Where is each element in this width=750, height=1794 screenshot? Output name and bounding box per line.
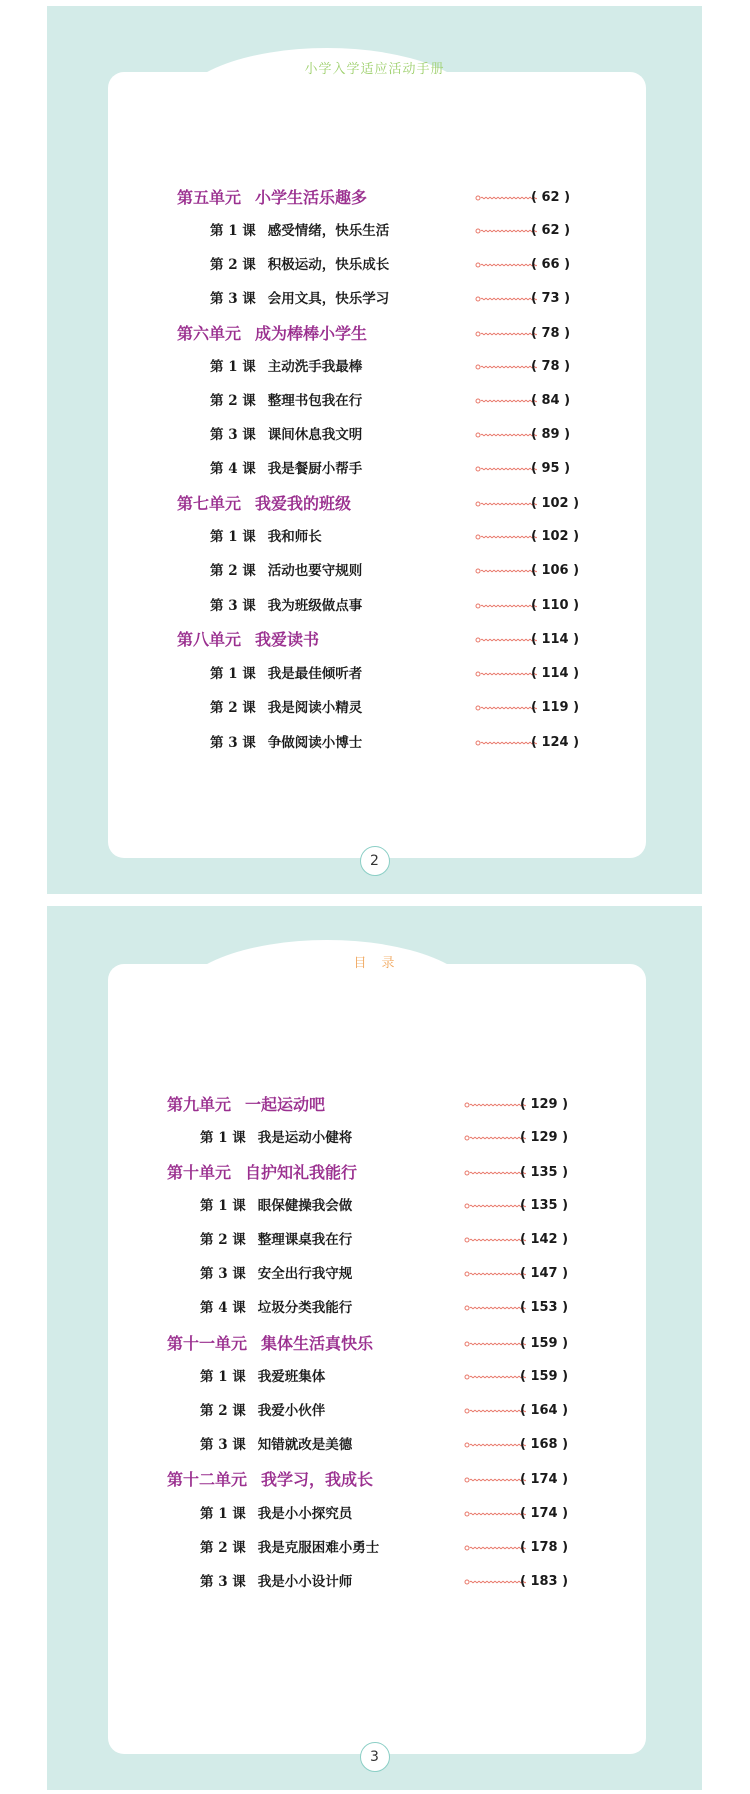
page-ref: ( 110 ) [531, 598, 580, 613]
page-ref: ( 102 ) [531, 496, 580, 511]
leader-line [475, 669, 537, 679]
unit-title: 我学习，我成长 [261, 1470, 374, 1489]
leader-line [464, 1100, 526, 1110]
toc-lesson-row [47, 253, 702, 277]
lesson-heading [210, 525, 322, 549]
leader-line [475, 396, 537, 406]
lesson-heading [210, 423, 362, 447]
toc-lesson-row [47, 594, 702, 618]
leader-line [475, 226, 537, 236]
page-ref: ( 129 ) [520, 1130, 569, 1145]
toc-lesson-row [47, 662, 702, 686]
toc-unit-row [47, 628, 702, 652]
page-ref: ( 153 ) [520, 1300, 569, 1315]
lesson-title: 我是小小探究员 [257, 1506, 353, 1522]
lesson-label: 第 2 课 [200, 1232, 246, 1248]
page-ref: ( 183 ) [520, 1574, 569, 1589]
leader-line [464, 1440, 526, 1450]
page-ref: ( 78 ) [531, 326, 571, 341]
lesson-heading [210, 731, 362, 755]
page-ref: ( 114 ) [531, 632, 580, 647]
leader-line [464, 1235, 526, 1245]
lesson-heading [210, 559, 362, 583]
unit-heading [177, 628, 319, 652]
toc-lesson-row [47, 389, 702, 413]
lesson-label: 第 1 课 [200, 1506, 246, 1522]
page-ref: ( 159 ) [520, 1336, 569, 1351]
lesson-label: 第 2 课 [210, 563, 256, 579]
toc-page-3 [47, 906, 702, 1790]
lesson-title: 整理课桌我在行 [257, 1232, 353, 1248]
toc-lesson-row [47, 287, 702, 311]
leader-line [464, 1475, 526, 1485]
lesson-label: 第 3 课 [210, 427, 256, 443]
page-ref: ( 142 ) [520, 1232, 569, 1247]
unit-heading [177, 492, 351, 516]
lesson-label: 第 2 课 [210, 393, 256, 409]
page-ref: ( 102 ) [531, 529, 580, 544]
toc-lesson-row [47, 1570, 702, 1594]
lesson-title: 课间休息我文明 [267, 427, 363, 443]
lesson-heading [210, 457, 362, 481]
lesson-label: 第 3 课 [200, 1574, 246, 1590]
lesson-title: 会用文具，快乐学习 [267, 291, 390, 307]
unit-label: 第七单元 [177, 494, 242, 513]
lesson-title: 我是小小设计师 [257, 1574, 353, 1590]
lesson-title: 我爱班集体 [257, 1369, 326, 1385]
toc-page-2 [47, 6, 702, 894]
unit-title: 自护知礼我能行 [245, 1163, 358, 1182]
unit-label: 第十单元 [167, 1163, 232, 1182]
leader-line [464, 1339, 526, 1349]
unit-heading [167, 1468, 373, 1492]
leader-line [475, 430, 537, 440]
toc-lesson-row [47, 1536, 702, 1560]
toc-lesson-row [47, 1502, 702, 1526]
toc-lesson-row [47, 1433, 702, 1457]
lesson-heading [200, 1296, 352, 1320]
leader-line [475, 635, 537, 645]
leader-line [464, 1168, 526, 1178]
lesson-label: 第 1 课 [200, 1198, 246, 1214]
page-ref: ( 135 ) [520, 1198, 569, 1213]
lesson-heading [200, 1399, 325, 1423]
leader-line [464, 1406, 526, 1416]
lesson-label: 第 1 课 [210, 359, 256, 375]
lesson-label: 第 1 课 [210, 666, 256, 682]
toc-unit-row [47, 1468, 702, 1492]
lesson-label: 第 1 课 [200, 1130, 246, 1146]
lesson-title: 安全出行我守规 [257, 1266, 353, 1282]
page-ref: ( 89 ) [531, 427, 571, 442]
toc-lesson-row [47, 423, 702, 447]
unit-title: 我爱读书 [255, 630, 320, 649]
page-ref: ( 106 ) [531, 563, 580, 578]
leader-line [464, 1509, 526, 1519]
page-ref: ( 178 ) [520, 1540, 569, 1555]
page-ref: ( 135 ) [520, 1165, 569, 1180]
lesson-heading [210, 287, 389, 311]
lesson-heading [200, 1194, 352, 1218]
lesson-heading [200, 1262, 352, 1286]
leader-line [464, 1372, 526, 1382]
leader-line [475, 329, 537, 339]
lesson-heading [210, 219, 389, 243]
lesson-heading [210, 355, 362, 379]
leader-line [475, 532, 537, 542]
lesson-heading [210, 594, 362, 618]
unit-label: 第十二单元 [167, 1470, 248, 1489]
toc-lesson-row [47, 525, 702, 549]
toc-lesson-row [47, 219, 702, 243]
lesson-heading [200, 1570, 352, 1594]
lesson-title: 争做阅读小博士 [267, 735, 363, 751]
lesson-label: 第 2 课 [200, 1403, 246, 1419]
page-number: 3 [360, 1742, 390, 1772]
leader-line [464, 1201, 526, 1211]
unit-title: 小学生活乐趣多 [255, 188, 368, 207]
toc-title: 目 录 [353, 956, 396, 971]
lesson-heading [200, 1365, 325, 1389]
unit-title: 一起运动吧 [245, 1095, 326, 1114]
lesson-label: 第 3 课 [210, 598, 256, 614]
leader-line [475, 260, 537, 270]
lesson-title: 我是克服困难小勇士 [257, 1540, 380, 1556]
lesson-title: 我和师长 [267, 529, 322, 545]
lesson-title: 活动也要守规则 [267, 563, 363, 579]
leader-line [475, 566, 537, 576]
lesson-label: 第 2 课 [210, 700, 256, 716]
page-ref: ( 174 ) [520, 1506, 569, 1521]
lesson-heading [210, 662, 362, 686]
toc-lesson-row [47, 355, 702, 379]
toc-unit-row [47, 492, 702, 516]
leader-line [475, 601, 537, 611]
toc-lesson-row [47, 1296, 702, 1320]
toc-lesson-row [47, 457, 702, 481]
lesson-label: 第 3 课 [210, 291, 256, 307]
lesson-heading [200, 1502, 352, 1526]
lesson-title: 垃圾分类我能行 [257, 1300, 353, 1316]
lesson-label: 第 3 课 [200, 1437, 246, 1453]
page-ref: ( 62 ) [531, 190, 571, 205]
leader-line [475, 703, 537, 713]
toc-lesson-row [47, 1365, 702, 1389]
page-ref: ( 164 ) [520, 1403, 569, 1418]
lesson-title: 我是餐厨小帮手 [267, 461, 363, 477]
leader-line [464, 1269, 526, 1279]
lesson-title: 知错就改是美德 [257, 1437, 353, 1453]
unit-label: 第六单元 [177, 324, 242, 343]
unit-heading [167, 1332, 373, 1356]
unit-label: 第八单元 [177, 630, 242, 649]
toc-unit-row [47, 1161, 702, 1185]
lesson-heading [210, 696, 362, 720]
unit-heading [167, 1093, 325, 1117]
toc-unit-row [47, 186, 702, 210]
toc-lesson-row [47, 1126, 702, 1150]
unit-heading [167, 1161, 357, 1185]
toc-lesson-row [47, 1194, 702, 1218]
lesson-heading [200, 1536, 379, 1560]
page-ref: ( 78 ) [531, 359, 571, 374]
lesson-label: 第 1 课 [210, 223, 256, 239]
page-ref: ( 168 ) [520, 1437, 569, 1452]
toc-lesson-row [47, 559, 702, 583]
unit-label: 第九单元 [167, 1095, 232, 1114]
lesson-label: 第 3 课 [200, 1266, 246, 1282]
unit-heading [177, 186, 367, 210]
toc-unit-row [47, 1093, 702, 1117]
page-ref: ( 95 ) [531, 461, 571, 476]
leader-line [464, 1133, 526, 1143]
lesson-title: 整理书包我在行 [267, 393, 363, 409]
lesson-label: 第 3 课 [210, 735, 256, 751]
lesson-title: 主动洗手我最棒 [267, 359, 363, 375]
leader-line [475, 464, 537, 474]
toc-lesson-row [47, 1262, 702, 1286]
toc-unit-row [47, 322, 702, 346]
unit-title: 集体生活真快乐 [261, 1334, 374, 1353]
lesson-title: 我为班级做点事 [267, 598, 363, 614]
page-ref: ( 174 ) [520, 1472, 569, 1487]
lesson-heading [200, 1433, 352, 1457]
leader-line [475, 499, 537, 509]
page-ref: ( 147 ) [520, 1266, 569, 1281]
leader-line [475, 193, 537, 203]
unit-label: 第五单元 [177, 188, 242, 207]
lesson-heading [210, 389, 362, 413]
lesson-heading [200, 1228, 352, 1252]
page-ref: ( 129 ) [520, 1097, 569, 1112]
toc-lesson-row [47, 1228, 702, 1252]
leader-line [464, 1577, 526, 1587]
page-ref: ( 159 ) [520, 1369, 569, 1384]
unit-title: 我爱我的班级 [255, 494, 352, 513]
lesson-heading [200, 1126, 352, 1150]
lesson-title: 积极运动，快乐成长 [267, 257, 390, 273]
lesson-title: 我是阅读小精灵 [267, 700, 363, 716]
lesson-label: 第 2 课 [210, 257, 256, 273]
toc-lesson-row [47, 731, 702, 755]
leader-line [475, 362, 537, 372]
lesson-heading [210, 253, 389, 277]
toc-lesson-row [47, 1399, 702, 1423]
leader-line [475, 294, 537, 304]
leader-line [464, 1543, 526, 1553]
page-ref: ( 114 ) [531, 666, 580, 681]
leader-line [475, 738, 537, 748]
lesson-title: 眼保健操我会做 [257, 1198, 353, 1214]
toc-lesson-row [47, 696, 702, 720]
lesson-label: 第 4 课 [200, 1300, 246, 1316]
page-ref: ( 66 ) [531, 257, 571, 272]
lesson-label: 第 4 课 [210, 461, 256, 477]
lesson-title: 我是最佳倾听者 [267, 666, 363, 682]
page-ref: ( 84 ) [531, 393, 571, 408]
content-card [108, 964, 646, 1754]
lesson-title: 我爱小伙伴 [257, 1403, 326, 1419]
lesson-label: 第 2 课 [200, 1540, 246, 1556]
page-ref: ( 62 ) [531, 223, 571, 238]
unit-label: 第十一单元 [167, 1334, 248, 1353]
lesson-title: 感受情绪，快乐生活 [267, 223, 390, 239]
page-ref: ( 119 ) [531, 700, 580, 715]
page-ref: ( 124 ) [531, 735, 580, 750]
page-number: 2 [360, 846, 390, 876]
lesson-title: 我是运动小健将 [257, 1130, 353, 1146]
lesson-label: 第 1 课 [200, 1369, 246, 1385]
lesson-label: 第 1 课 [210, 529, 256, 545]
page-ref: ( 73 ) [531, 291, 571, 306]
unit-heading [177, 322, 367, 346]
unit-title: 成为棒棒小学生 [255, 324, 368, 343]
toc-unit-row [47, 1332, 702, 1356]
leader-line [464, 1303, 526, 1313]
running-header: 小学入学适应活动手册 [304, 62, 445, 77]
